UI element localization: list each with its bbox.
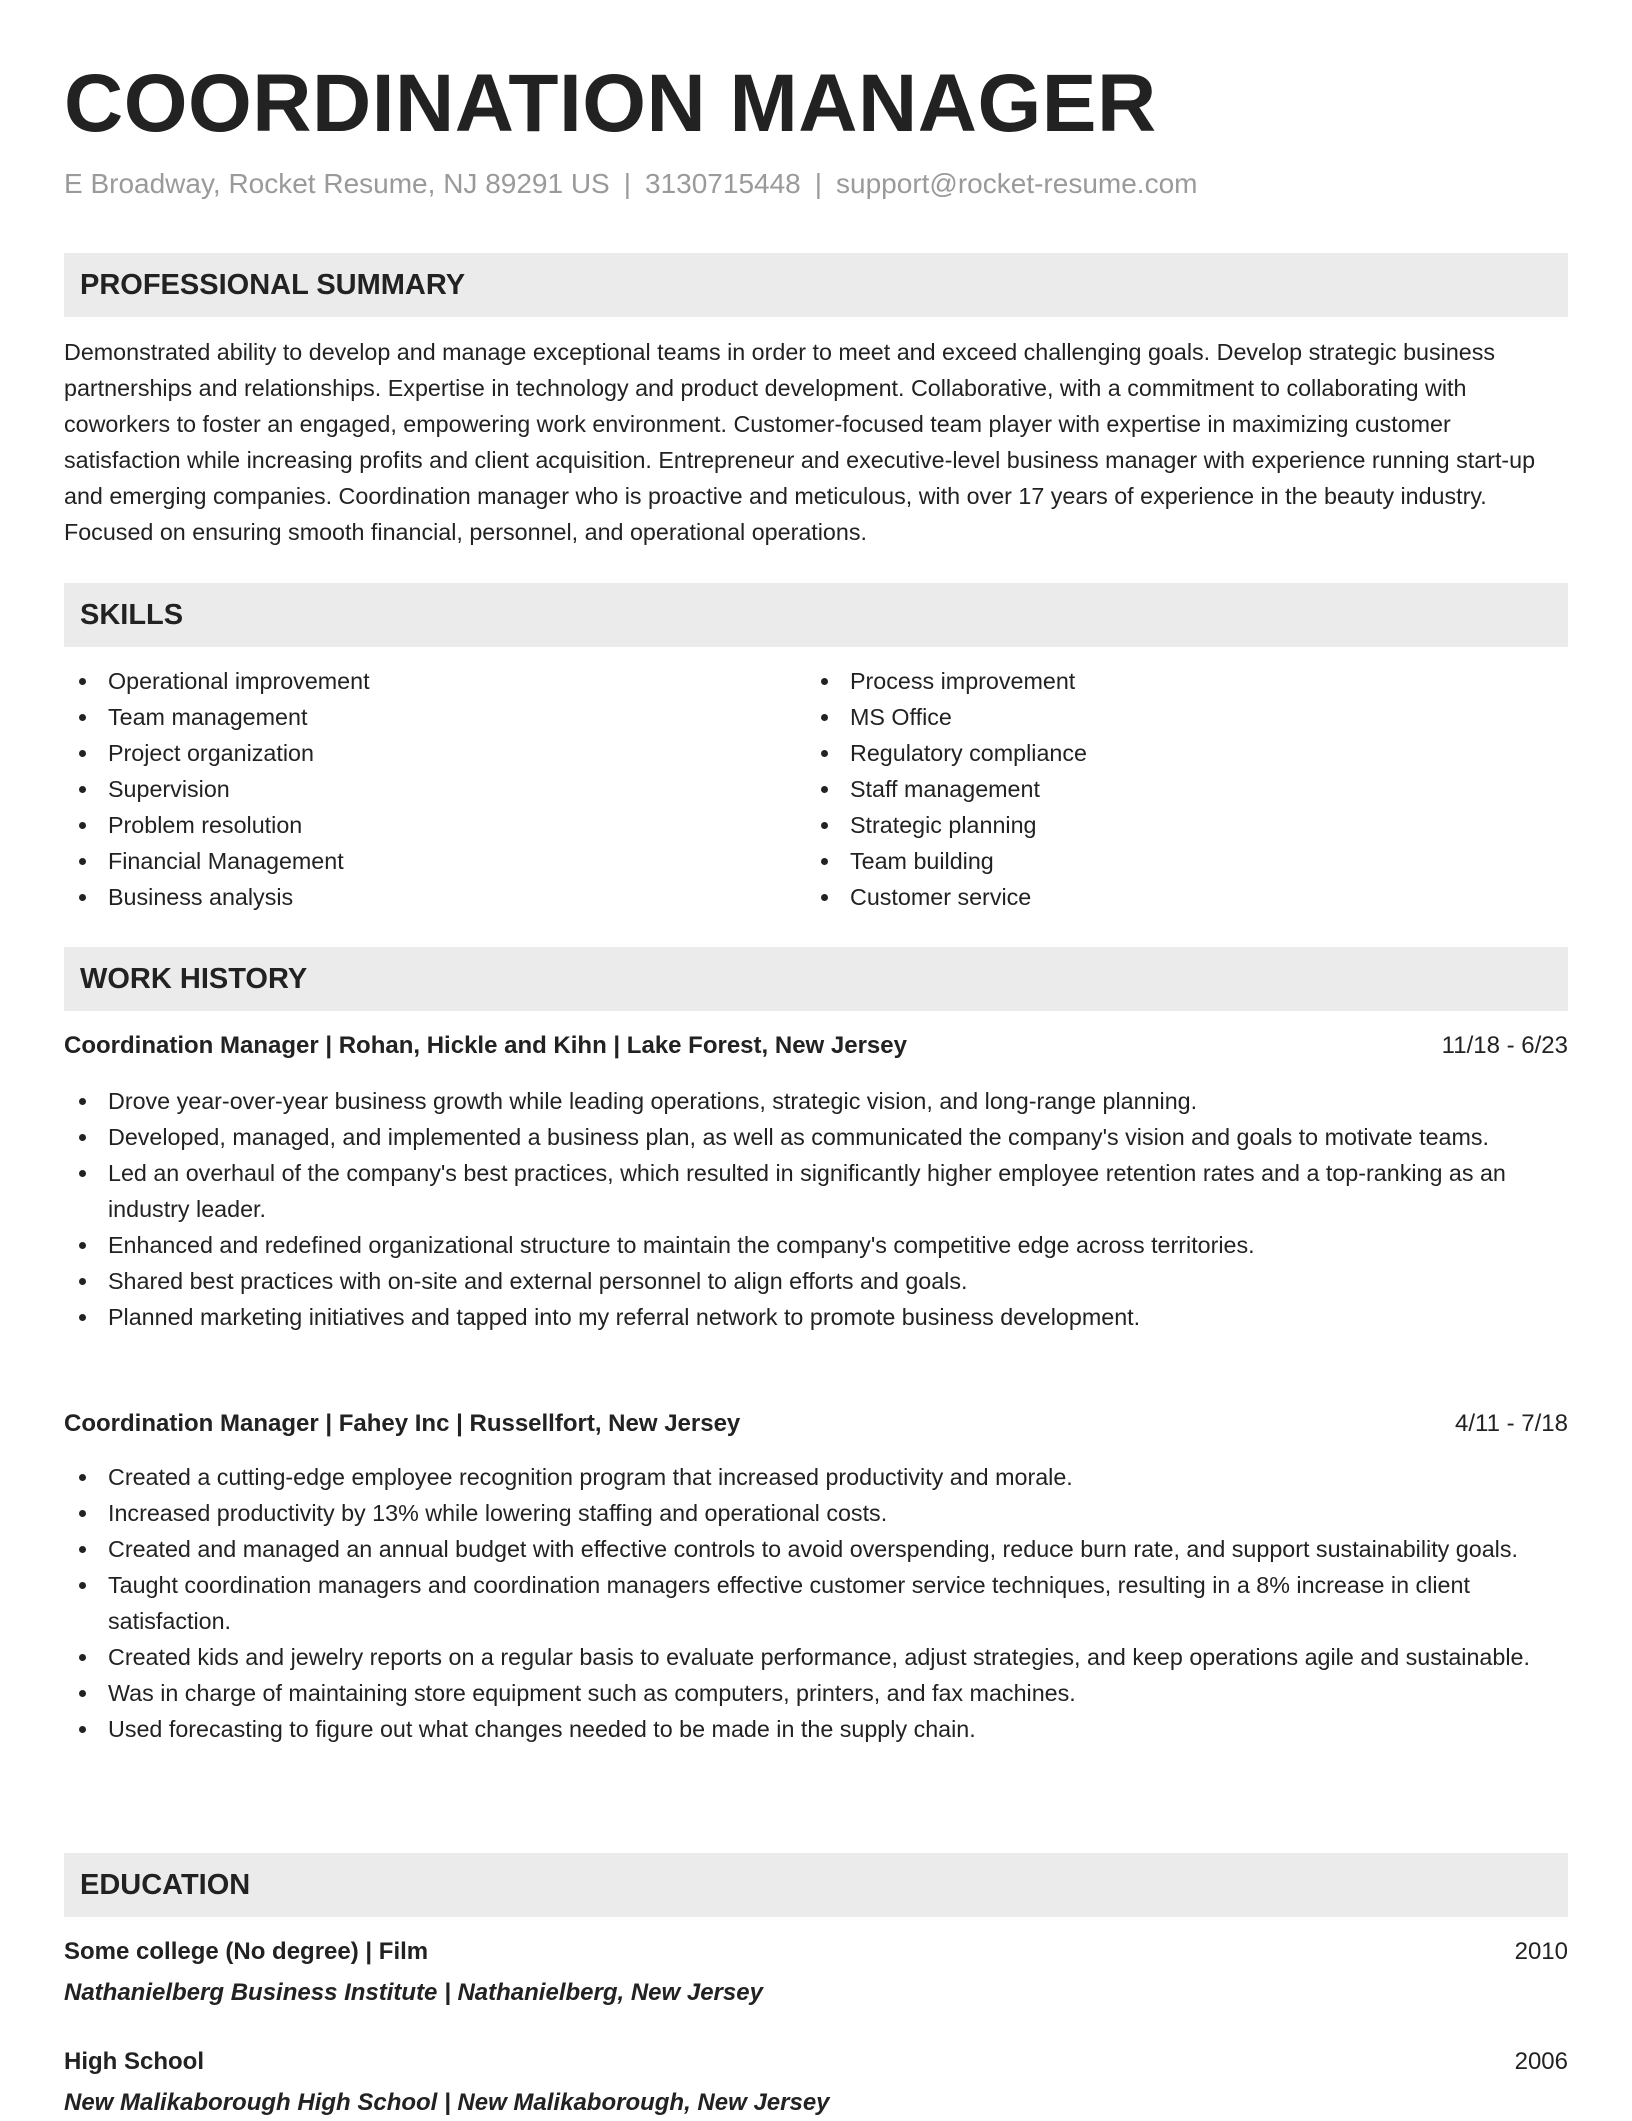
job-bullet: Enhanced and redefined organizational structure to maintain the company's competitive edge across territories. — [64, 1227, 1568, 1263]
job-dates: 4/11 - 7/18 — [1455, 1410, 1568, 1437]
contact-email: support@rocket-resume.com — [836, 168, 1198, 199]
education-school: New Malikaborough High School | New Malikaborough, New Jersey — [64, 2089, 830, 2116]
education-year: 2010 — [1514, 1938, 1568, 1965]
job-bullet: Increased productivity by 13% while lowering staffing and operational costs. — [64, 1495, 1568, 1531]
job-bullet: Created a cutting-edge employee recognition program that increased productivity and morale. — [64, 1459, 1568, 1495]
job-header — [64, 1028, 1568, 1064]
skills-list-left — [64, 663, 806, 915]
resume-name: COORDINATION MANAGER — [64, 58, 1157, 149]
job-dates: 11/18 - 6/23 — [1441, 1032, 1568, 1059]
education-degree: High School — [64, 2048, 204, 2075]
section-heading-summary: PROFESSIONAL SUMMARY — [64, 253, 1568, 317]
job-bullets — [64, 1459, 1568, 1747]
contact-address: E Broadway, Rocket Resume, NJ 89291 US — [64, 168, 610, 199]
job-bullet: Taught coordination managers and coordination managers effective customer service techniques, resulting in a 8% increase in client satisfaction. — [64, 1567, 1568, 1639]
education-header — [64, 1934, 1568, 1970]
skills-list-right — [806, 663, 1548, 915]
skill-item: MS Office — [806, 699, 1548, 735]
skill-item: Business analysis — [64, 879, 806, 915]
job-header — [64, 1406, 1568, 1442]
job-bullet: Shared best practices with on-site and external personnel to align efforts and goals. — [64, 1263, 1568, 1299]
education-degree: Some college (No degree) | Film — [64, 1938, 429, 1965]
job-bullet: Used forecasting to figure out what changes needed to be made in the supply chain. — [64, 1711, 1568, 1747]
skill-item: Financial Management — [64, 843, 806, 879]
skill-item: Supervision — [64, 771, 806, 807]
skill-item: Strategic planning — [806, 807, 1548, 843]
skill-item: Problem resolution — [64, 807, 806, 843]
education-header — [64, 2044, 1568, 2080]
skill-item: Staff management — [806, 771, 1548, 807]
contact-separator: | — [814, 168, 823, 199]
job-bullet: Drove year-over-year business growth while leading operations, strategic vision, and long-range planning. — [64, 1083, 1568, 1119]
skill-item: Operational improvement — [64, 663, 806, 699]
job-bullet: Was in charge of maintaining store equipment such as computers, printers, and fax machines. — [64, 1675, 1568, 1711]
contact-line — [64, 166, 1197, 202]
skill-item: Process improvement — [806, 663, 1548, 699]
job-bullet: Planned marketing initiatives and tapped into my referral network to promote business development. — [64, 1299, 1568, 1335]
skill-item: Customer service — [806, 879, 1548, 915]
section-heading-skills: SKILLS — [64, 583, 1568, 647]
section-heading-education: EDUCATION — [64, 1853, 1568, 1917]
job-title: Coordination Manager | Fahey Inc | Russellfort, New Jersey — [64, 1410, 741, 1437]
contact-separator: | — [623, 168, 632, 199]
job-bullet: Led an overhaul of the company's best practices, which resulted in significantly higher employee retention rates and a top-ranking as an industry leader. — [64, 1155, 1568, 1227]
skill-item: Project organization — [64, 735, 806, 771]
job-bullet: Created and managed an annual budget with effective controls to avoid overspending, reduce burn rate, and support sustainability goals. — [64, 1531, 1568, 1567]
job-bullet: Created kids and jewelry reports on a regular basis to evaluate performance, adjust strategies, and keep operations agile and sustainable. — [64, 1639, 1568, 1675]
job-bullets — [64, 1083, 1568, 1335]
education-school: Nathanielberg Business Institute | Nathanielberg, New Jersey — [64, 1979, 763, 2006]
job-title: Coordination Manager | Rohan, Hickle and Kihn | Lake Forest, New Jersey — [64, 1032, 907, 1059]
skill-item: Team building — [806, 843, 1548, 879]
contact-phone: 3130715448 — [645, 168, 801, 199]
skill-item: Regulatory compliance — [806, 735, 1548, 771]
job-bullet: Developed, managed, and implemented a business plan, as well as communicated the company's vision and goals to motivate teams. — [64, 1119, 1568, 1155]
education-year: 2006 — [1514, 2048, 1568, 2075]
summary-text: Demonstrated ability to develop and manage exceptional teams in order to meet and exceed challenging goals. Develop strategic business partnerships and relationships. Expertise in technology and product development. Collaborative, with a commitment to collaborating with coworkers to foster an engaged, empowering work environment. Customer-focused team player with expertise in maximizing customer satisfaction while increasing profits and client acquisition. Entrepreneur and executive-level business manager with experience running start-up and emerging companies. Coordination manager who is proactive and meticulous, with over 17 years of experience in the beauty industry. Focused on ensuring smooth financial, personnel, and operational operations. — [64, 339, 1536, 545]
skill-item: Team management — [64, 699, 806, 735]
section-heading-work-history: WORK HISTORY — [64, 947, 1568, 1011]
